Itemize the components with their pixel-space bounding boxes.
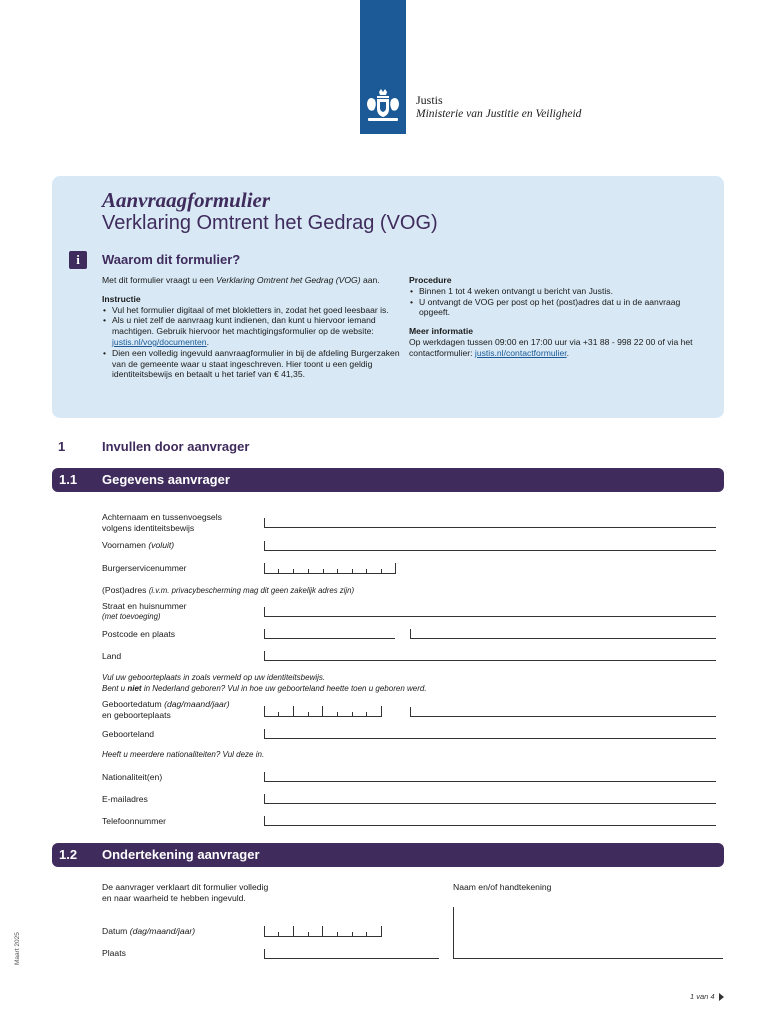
list-item: • Dien een volledig ingevuld aanvraagformulier in bij de afdeling Burgerzaken van de gemeente waar u staat ingeschreven. Hier toont u een geldig identiteitsbewijs en betaalt u het tarief van € 41,35. — [102, 348, 402, 380]
phone-label: Telefoonnummer — [102, 816, 167, 826]
section-number: 1 — [58, 439, 66, 454]
documents-link[interactable]: justis.nl/vog/documenten — [112, 336, 207, 347]
section-bar-1-1 — [52, 468, 724, 492]
intro-left-column — [102, 275, 402, 388]
signature-field[interactable] — [453, 907, 723, 959]
nationality-field[interactable] — [264, 772, 716, 782]
city-field[interactable] — [410, 629, 716, 639]
postcode-label: Postcode en plaats — [102, 629, 176, 639]
bsn-field[interactable] — [264, 564, 396, 574]
country-label: Land — [102, 651, 122, 661]
ministry-name: Ministerie van Justitie en Veiligheid — [416, 108, 582, 120]
instruction-list — [102, 305, 402, 381]
birthdate-label: Geboortedatum (dag/maand/jaar) en geboorteplaats — [102, 699, 230, 720]
list-item: • Als u niet zelf de aanvraag kunt indienen, dan kunt u hiervoor iemand machtigen. Gebruik hiervoor het machtigingsformulier op de website: justis.nl/vog/documenten. — [102, 315, 402, 347]
street-label: Straat en huisnummer (met toevoeging) — [102, 601, 187, 621]
phone-field[interactable] — [264, 816, 716, 826]
place-field[interactable] — [264, 949, 439, 959]
contact-form-link[interactable]: justis.nl/contactformulier — [474, 347, 567, 358]
more-info-heading: Meer informatie — [409, 326, 473, 337]
birthcountry-field[interactable] — [264, 729, 716, 739]
lastname-label: Achternaam en tussenvoegsels volgens identiteitsbewijs — [102, 512, 222, 533]
section-title: Ondertekening aanvrager — [102, 847, 260, 862]
more-info-text: Op werkdagen tussen 09:00 en 17:00 uur via +31 88 - 998 22 00 of via het contactformulier: justis.nl/contactformulier. — [409, 336, 693, 358]
org-name: Justis — [416, 93, 443, 107]
date-label: Datum (dag/maand/jaar) — [102, 926, 196, 936]
birthplace-field[interactable] — [410, 707, 716, 717]
firstnames-label: Voornamen (voluit) — [102, 540, 175, 550]
birthplace-note: Vul uw geboorteplaats in zoals vermeld op uw identiteitsbewijs. Bent u niet in Nederland geboren? Vul in hoe uw geboorteland heette toen u geboren werd. — [102, 673, 427, 693]
signature-label: Naam en/of handtekening — [453, 882, 552, 892]
coat-of-arms-icon — [360, 88, 406, 128]
form-title: Aanvraagformulier — [102, 188, 271, 212]
procedure-list — [409, 286, 709, 318]
form-subtitle: Verklaring Omtrent het Gedrag (VOG) — [102, 212, 438, 234]
address-label: (Post)adres (i.v.m. privacybescherming mag dit geen zakelijk adres zijn) — [102, 585, 355, 595]
nationality-note: Heeft u meerdere nationaliteiten? Vul deze in. — [102, 750, 265, 759]
info-icon: i — [69, 251, 87, 269]
nationality-label: Nationaliteit(en) — [102, 772, 163, 782]
declaration-label: De aanvrager verklaart dit formulier volledig en naar waarheid te hebben ingevuld. — [102, 882, 269, 903]
list-item: • U ontvangt de VOG per post op het (post)adres dat u in de aanvraag opgeeft. — [409, 297, 709, 319]
section-number: 1.1 — [59, 472, 78, 487]
place-label: Plaats — [102, 948, 126, 958]
email-field[interactable] — [264, 794, 716, 804]
instruction-heading: Instructie — [102, 293, 141, 304]
list-item: • Binnen 1 tot 4 weken ontvangt u bericht van Justis. — [409, 286, 709, 297]
birthdate-field[interactable] — [264, 707, 382, 717]
country-field[interactable] — [264, 651, 716, 661]
next-page-icon[interactable] — [719, 993, 724, 1001]
intro-right-column — [409, 275, 709, 367]
procedure-heading: Procedure — [409, 275, 452, 285]
date-field[interactable] — [264, 927, 382, 937]
list-item: • Vul het formulier digitaal of met blokletters in, zodat het goed leesbaar is. — [102, 305, 402, 316]
section-bar-1-2 — [52, 843, 724, 867]
birthcountry-label: Geboorteland — [102, 729, 155, 739]
intro-lead: Met dit formulier vraagt u een Verklaring Omtrent het Gedrag (VOG) aan. — [102, 275, 380, 285]
revision-date: Maart 2025 — [14, 932, 21, 965]
page-indicator: 1 van 4 — [690, 992, 715, 1001]
firstnames-field[interactable] — [264, 541, 716, 551]
lastname-field[interactable] — [264, 518, 716, 528]
postcode-field[interactable] — [264, 629, 395, 639]
street-field[interactable] — [264, 607, 716, 617]
section-title: Invullen door aanvrager — [102, 439, 250, 454]
logo-wordmark — [416, 93, 581, 122]
bsn-label: Burgerservicenummer — [102, 563, 187, 573]
why-heading: Waarom dit formulier? — [102, 252, 241, 267]
email-label: E-mailadres — [102, 794, 148, 804]
section-title: Gegevens aanvrager — [102, 472, 230, 487]
section-number: 1.2 — [59, 847, 78, 862]
